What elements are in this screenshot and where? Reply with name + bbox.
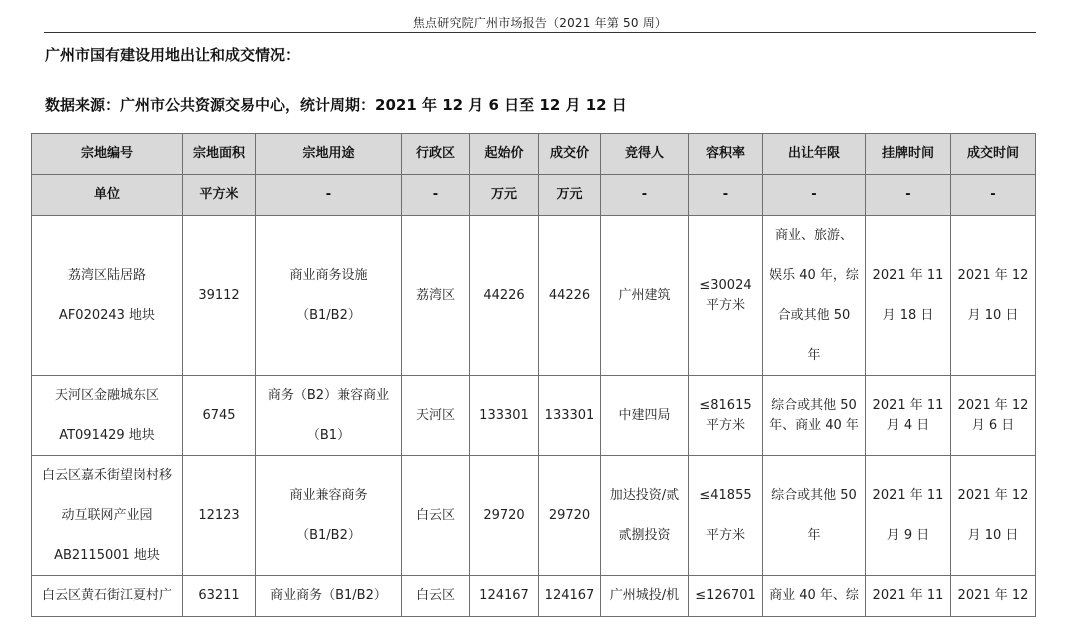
table-row (32, 576, 1036, 617)
header-cell: 容积率 (689, 134, 763, 175)
unit-cell: - (689, 175, 763, 216)
winner-cell: 广州城投/机 (601, 576, 689, 617)
deal-date-cell: 2021 年 12 月 10 日 (951, 216, 1036, 376)
header-cell: 起始价 (470, 134, 539, 175)
winner-cell: 加达投资/贰 贰捌投资 (601, 456, 689, 576)
winner-cell: 广州建筑 (601, 216, 689, 376)
term-cell: 综合或其他 50 年 (763, 456, 866, 576)
deal-price-cell: 133301 (539, 376, 601, 456)
section-title: 广州市国有建设用地出让和成交情况： (45, 46, 301, 64)
term-cell: 商业、旅游、 娱乐 40 年，综 合或其他 50 年 (763, 216, 866, 376)
unit-cell: - (402, 175, 470, 216)
header-cell: 成交价 (539, 134, 601, 175)
table-header-row (32, 134, 1036, 175)
start-price-cell: 133301 (470, 376, 539, 456)
plot-id-cell: 天河区金融城东区 AT091429 地块 (32, 376, 183, 456)
area-cell: 6745 (183, 376, 256, 456)
deal-price-cell: 29720 (539, 456, 601, 576)
area-cell: 39112 (183, 216, 256, 376)
plot-id-cell: 白云区黄石街江夏村广 (32, 576, 183, 617)
deal-price-cell: 44226 (539, 216, 601, 376)
unit-cell: - (763, 175, 866, 216)
unit-cell: 万元 (470, 175, 539, 216)
district-cell: 天河区 (402, 376, 470, 456)
land-transaction-table (31, 133, 1036, 617)
district-cell: 荔湾区 (402, 216, 470, 376)
start-price-cell: 44226 (470, 216, 539, 376)
usage-cell: 商业商务（B1/B2） (256, 576, 402, 617)
listing-date-cell: 2021 年 11 月 4 日 (866, 376, 951, 456)
unit-cell: - (601, 175, 689, 216)
data-source-line: 数据来源：广州市公共资源交易中心，统计周期：2021 年 12 月 6 日至 12 月 12 日 (45, 96, 627, 114)
deal-date-cell: 2021 年 12 月 6 日 (951, 376, 1036, 456)
unit-cell: 平方米 (183, 175, 256, 216)
area-cell: 12123 (183, 456, 256, 576)
usage-cell: 商业商务设施 （B1/B2） (256, 216, 402, 376)
far-cell: ≤30024 平方米 (689, 216, 763, 376)
table-row (32, 216, 1036, 376)
district-cell: 白云区 (402, 576, 470, 617)
table-unit-row (32, 175, 1036, 216)
header-cell: 出让年限 (763, 134, 866, 175)
unit-cell: - (256, 175, 402, 216)
table-row (32, 376, 1036, 456)
header-cell: 宗地用途 (256, 134, 402, 175)
term-cell: 综合或其他 50 年、商业 40 年 (763, 376, 866, 456)
deal-date-cell: 2021 年 12 月 10 日 (951, 456, 1036, 576)
header-cell: 宗地面积 (183, 134, 256, 175)
unit-cell: 万元 (539, 175, 601, 216)
start-price-cell: 124167 (470, 576, 539, 617)
winner-cell: 中建四局 (601, 376, 689, 456)
report-header: 焦点研究院广州市场报告（2021 年第 50 周） (412, 16, 668, 30)
deal-date-cell: 2021 年 12 (951, 576, 1036, 617)
header-cell: 成交时间 (951, 134, 1036, 175)
table-row (32, 456, 1036, 576)
unit-cell: - (951, 175, 1036, 216)
listing-date-cell: 2021 年 11 月 18 日 (866, 216, 951, 376)
area-cell: 63211 (183, 576, 256, 617)
start-price-cell: 29720 (470, 456, 539, 576)
far-cell: ≤81615 平方米 (689, 376, 763, 456)
district-cell: 白云区 (402, 456, 470, 576)
listing-date-cell: 2021 年 11 (866, 576, 951, 617)
unit-cell: - (866, 175, 951, 216)
plot-id-cell: 荔湾区陆居路 AF020243 地块 (32, 216, 183, 376)
unit-cell: 单位 (32, 175, 183, 216)
header-cell: 竞得人 (601, 134, 689, 175)
header-divider (44, 32, 1036, 33)
usage-cell: 商业兼容商务 （B1/B2） (256, 456, 402, 576)
deal-price-cell: 124167 (539, 576, 601, 617)
header-cell: 行政区 (402, 134, 470, 175)
plot-id-cell: 白云区嘉禾街望岗村移 动互联网产业园 AB2115001 地块 (32, 456, 183, 576)
far-cell: ≤41855 平方米 (689, 456, 763, 576)
term-cell: 商业 40 年、综 (763, 576, 866, 617)
header-cell: 宗地编号 (32, 134, 183, 175)
header-cell: 挂牌时间 (866, 134, 951, 175)
listing-date-cell: 2021 年 11 月 9 日 (866, 456, 951, 576)
usage-cell: 商务（B2）兼容商业 （B1） (256, 376, 402, 456)
far-cell: ≤126701 (689, 576, 763, 617)
